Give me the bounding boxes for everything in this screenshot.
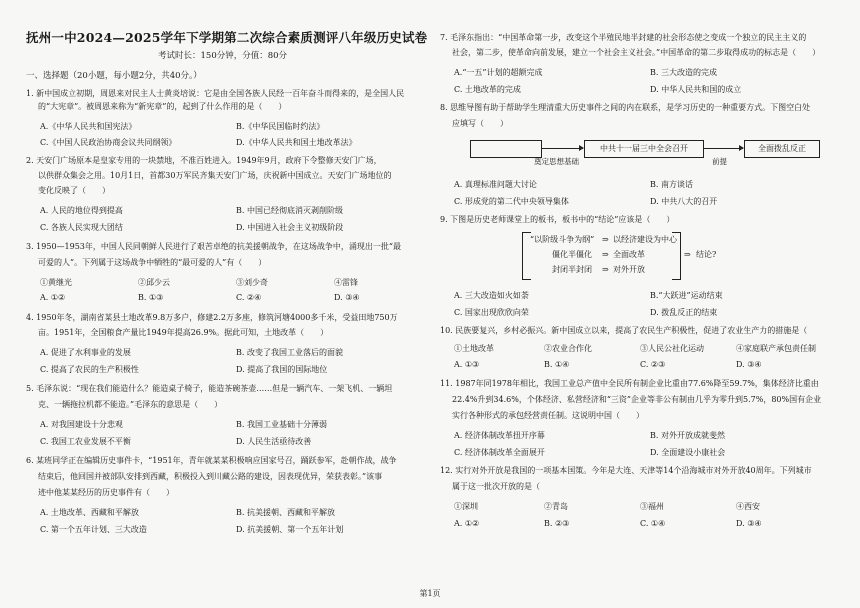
q8-option-a[interactable]: A. 真理标准问题大讨论 [454,180,537,189]
q7-option-d[interactable]: D. 中华人民共和国的成立 [650,85,742,94]
q1-option-c[interactable]: C.《中国人民政治协商会议共同纲领》 [40,138,177,147]
q8-option-b[interactable]: B. 南方谈话 [650,180,693,189]
q3-stem-line2: 可爱的人”。下列属于这场战争中牺牲的“最可爱的人”有（ ） [38,258,267,267]
q1-option-d[interactable]: D.《中华人民共和国土地改革法》 [236,138,357,147]
q12-stem-line1: 12. 实行对外开放是我国的一项基本国策。今年是大连、天津等14个沿海城市对外开放40周年。下列城市 [440,466,812,475]
q12-option-c[interactable]: C. ①④ [640,519,666,528]
q11-option-d[interactable]: D. 全面建设小康社会 [650,448,726,457]
q2-stem-line2: 以供群众集会之用。10月1日，首都30万军民齐集天安门广场，庆祝新中国成立。天安门广场地位的 [38,171,392,180]
q8-box-plenum: 中共十一届三中全会召开 [584,140,704,158]
q6-stem-line3: 迹中他某某经历的历史事件有（ ） [38,488,174,497]
exam-title: 抚州一中2024—2025学年下学期第二次综合素质测评八年级历史试卷 [26,30,428,45]
q2-option-b[interactable]: B. 中国已经彻底消灭剥削阶级 [236,206,343,215]
q9-row3-right: 对外开放 [613,265,645,274]
q9-option-b[interactable]: B.“大跃进”运动结束 [650,291,723,300]
q6-option-b[interactable]: B. 抗美援朝、西藏和平解放 [236,508,335,517]
q8-box-rectify: 全面拨乱反正 [744,140,820,158]
q10-option-d[interactable]: D. ③④ [736,360,762,369]
q7-stem-line2: 社会，第二步，使革命向前发展，建立一个社会主义社会。”中国革命的第二步取得成功的标志是（ ） [452,48,821,57]
q11-stem-line2: 22.4%升到34.6%，个体经济、私营经济和“三资”企业等非公有制由几乎为零升到5.7%，80%国有企业 [452,395,822,404]
q9-conclusion: 结论? [696,250,717,259]
q4-option-b[interactable]: B. 改变了我国工业落后的面貌 [236,348,343,357]
q9-row1-left: “以阶级斗争为纲” [530,235,595,244]
q8-arrow-2 [703,148,743,149]
q3-stem-line1: 3. 1950—1953年，中国人民同朝鲜人民进行了艰苦卓绝的抗美援朝战争，在这场战争中，涌现出一批“最 [26,242,401,251]
q3-item-3: ③刘少奇 [236,278,268,287]
q9-row2-right: 全面改革 [613,250,645,259]
section-heading: 一、选择题（20小题，每小题2分，共40分。） [26,71,202,81]
page-number: 第1页 [419,589,441,598]
q12-item-2: ②青岛 [544,502,568,511]
q8-stem-line1: 8. 思维导图有助于帮助学生理清重大历史事件之间的内在联系，是学习历史的一种重要方式。下图空白处 [440,103,811,112]
q12-item-1: ①深圳 [454,502,478,511]
q10-option-b[interactable]: B. ①④ [544,360,570,369]
q11-option-b[interactable]: B. 对外开放成就斐然 [650,431,725,440]
q5-stem-line2: 克、一辆拖拉机都不能造。”毛泽东的意思是（ ） [38,400,223,409]
q3-item-4: ④雷锋 [334,278,358,287]
q9-row3-left: 封闭半封闭 [552,265,592,274]
q8-label-2: 前提 [712,157,727,166]
q10-stem: 10. 民族要复兴，乡村必振兴。新中国成立以来，提高了农民生产积极性，促进了农业生产力的措施是（ [440,326,808,335]
q3-item-1: ①黄继光 [40,278,72,287]
q12-option-a[interactable]: A. ①② [454,519,480,528]
q5-stem-line1: 5. 毛泽东说：“现在我们能造什么？能造桌子椅子，能造茶碗茶壶……但是一辆汽车、一架飞机、一辆坦 [26,384,393,393]
q7-option-c[interactable]: C. 土地改革的完成 [454,85,521,94]
q12-stem-line2: 属于这一批次开放的是（ [452,482,540,491]
q3-option-c[interactable]: C. ②④ [236,293,262,302]
q6-option-c[interactable]: C. 第一个五年计划、三大改造 [40,525,147,534]
q2-option-a[interactable]: A. 人民的地位得到提高 [40,206,123,215]
q5-option-c[interactable]: C. 我国工农业发展不平衡 [40,437,131,446]
q1-stem-line2: 的“大宪章”。被周恩来称为“新宪章”的，起到了什么作用的是（ ） [38,102,287,111]
q7-stem-line1: 7. 毛泽东指出：“中国革命第一步，改变这个半殖民地半封建的社会形态使之变成一个独立的民主主义的 [440,33,807,42]
q9-option-a[interactable]: A. 三大改造如火如荼 [454,291,529,300]
q9-stem: 9. 下图是历史老师课堂上的板书，板书中的“结论”应该是（ ） [440,215,675,224]
q4-option-a[interactable]: A. 促进了水利事业的发展 [40,348,131,357]
q10-item-4: ④家庭联产承包责任制 [736,344,816,353]
q2-option-d[interactable]: D. 中国进入社会主义初级阶段 [236,223,344,232]
q1-stem-line1: 1. 新中国成立初期，周恩来对民主人士黄炎培说：它是由全国各族人民经一百年奋斗而得来的，是全国人民 [26,89,405,98]
q10-item-3: ③人民公社化运动 [640,344,704,353]
q9-row1-right: 以经济建设为中心 [613,235,677,244]
q9-row2-arrow: ⇒ [602,250,609,259]
q10-item-2: ②农业合作化 [544,344,592,353]
q10-item-1: ①土地改革 [454,344,494,353]
q8-option-d[interactable]: D. 中共八大的召开 [650,197,718,206]
q12-item-4: ④西安 [736,502,760,511]
q11-stem-line3: 实行各种形式的承包经营责任制。这说明中国（ ） [452,411,644,420]
q8-arrow-1 [541,148,583,149]
q1-option-a[interactable]: A.《中华人民共和国宪法》 [40,122,137,131]
q9-row2-left: 僵化半僵化 [552,250,592,259]
q9-board-arrow: ⇒ [684,250,691,259]
q6-stem-line1: 6. 某班同学正在编辑历史事件卡，“1951年，青年就某某积极响应国家号召，踊跃参军，赴朝作战，战争 [26,456,397,465]
q6-option-a[interactable]: A. 土地改革、西藏和平解放 [40,508,139,517]
q9-row1-arrow: ⇒ [602,235,609,244]
q2-option-c[interactable]: C. 各族人民实现大团结 [40,223,123,232]
q4-option-c[interactable]: C. 提高了农民的生产积极性 [40,365,139,374]
q8-stem-line2: 应填写（ ） [452,119,508,128]
q8-option-c[interactable]: C. 形成党的第二代中央领导集体 [454,197,569,206]
q12-option-d[interactable]: D. ③④ [736,519,762,528]
q3-option-b[interactable]: B. ①③ [138,293,164,302]
q4-stem-line1: 4. 1950年冬，湖南省某县土地改革9.8万多户，修建2.2万多座，修筑河塘4000多千米，受益田地750万 [26,313,398,322]
q5-option-d[interactable]: D. 人民生活亟待改善 [236,437,312,446]
q6-stem-line2: 结束后，他回国并被部队安排到西藏，积极投入到川藏公路的建设，因表现优异，荣获表彰。”该事 [38,472,383,481]
q11-stem-line1: 11. 1987年同1978年相比，我国工业总产值中全民所有制企业比重由77.6%降至59.7%，集体经济比重由 [440,379,819,388]
q3-option-d[interactable]: D. ③④ [334,293,360,302]
q1-option-b[interactable]: B.《中华民国临时约法》 [236,122,325,131]
q7-option-b[interactable]: B. 三大改造的完成 [650,68,717,77]
q2-stem-line3: 变化反映了（ ） [38,186,110,195]
q5-option-b[interactable]: B. 我国工业基础十分薄弱 [236,420,327,429]
q2-stem-line1: 2. 天安门广场原本是皇家专用的一块禁地，不准百姓进入。1949年9月，政府下令整修天安门广场， [26,156,382,165]
q5-option-a[interactable]: A. 对我国建设十分悲观 [40,420,123,429]
q12-item-3: ③福州 [640,502,664,511]
q8-blank-box [470,140,542,158]
q8-label-1: 奠定思想基础 [534,157,579,166]
q10-option-c[interactable]: C. ②③ [640,360,666,369]
q10-option-a[interactable]: A. ①③ [454,360,480,369]
q9-option-d[interactable]: D. 拨乱反正的结束 [650,308,718,317]
q11-option-a[interactable]: A. 经济体制改革扭开序幕 [454,431,545,440]
q4-stem-line2: 亩。1951年，全国粮食产量比1949年提高26.9%。据此可知，土地改革（ ） [38,328,329,337]
exam-meta: 考试时长：150分钟，分值：80分 [158,51,288,61]
q3-option-a[interactable]: A. ①② [40,293,66,302]
q11-option-c[interactable]: C. 经济体制改革全面展开 [454,448,545,457]
q7-option-a[interactable]: A.“一五”计划的超额完成 [454,68,543,77]
q12-option-b[interactable]: B. ②③ [544,519,570,528]
q6-option-d[interactable]: D. 抗美援朝、第一个五年计划 [236,525,344,534]
q9-row3-arrow: ⇒ [602,265,609,274]
q3-item-2: ②邱少云 [138,278,170,287]
q9-option-c[interactable]: C. 国家出现欣欣向荣 [454,308,529,317]
q4-option-d[interactable]: D. 提高了我国的国际地位 [236,365,328,374]
